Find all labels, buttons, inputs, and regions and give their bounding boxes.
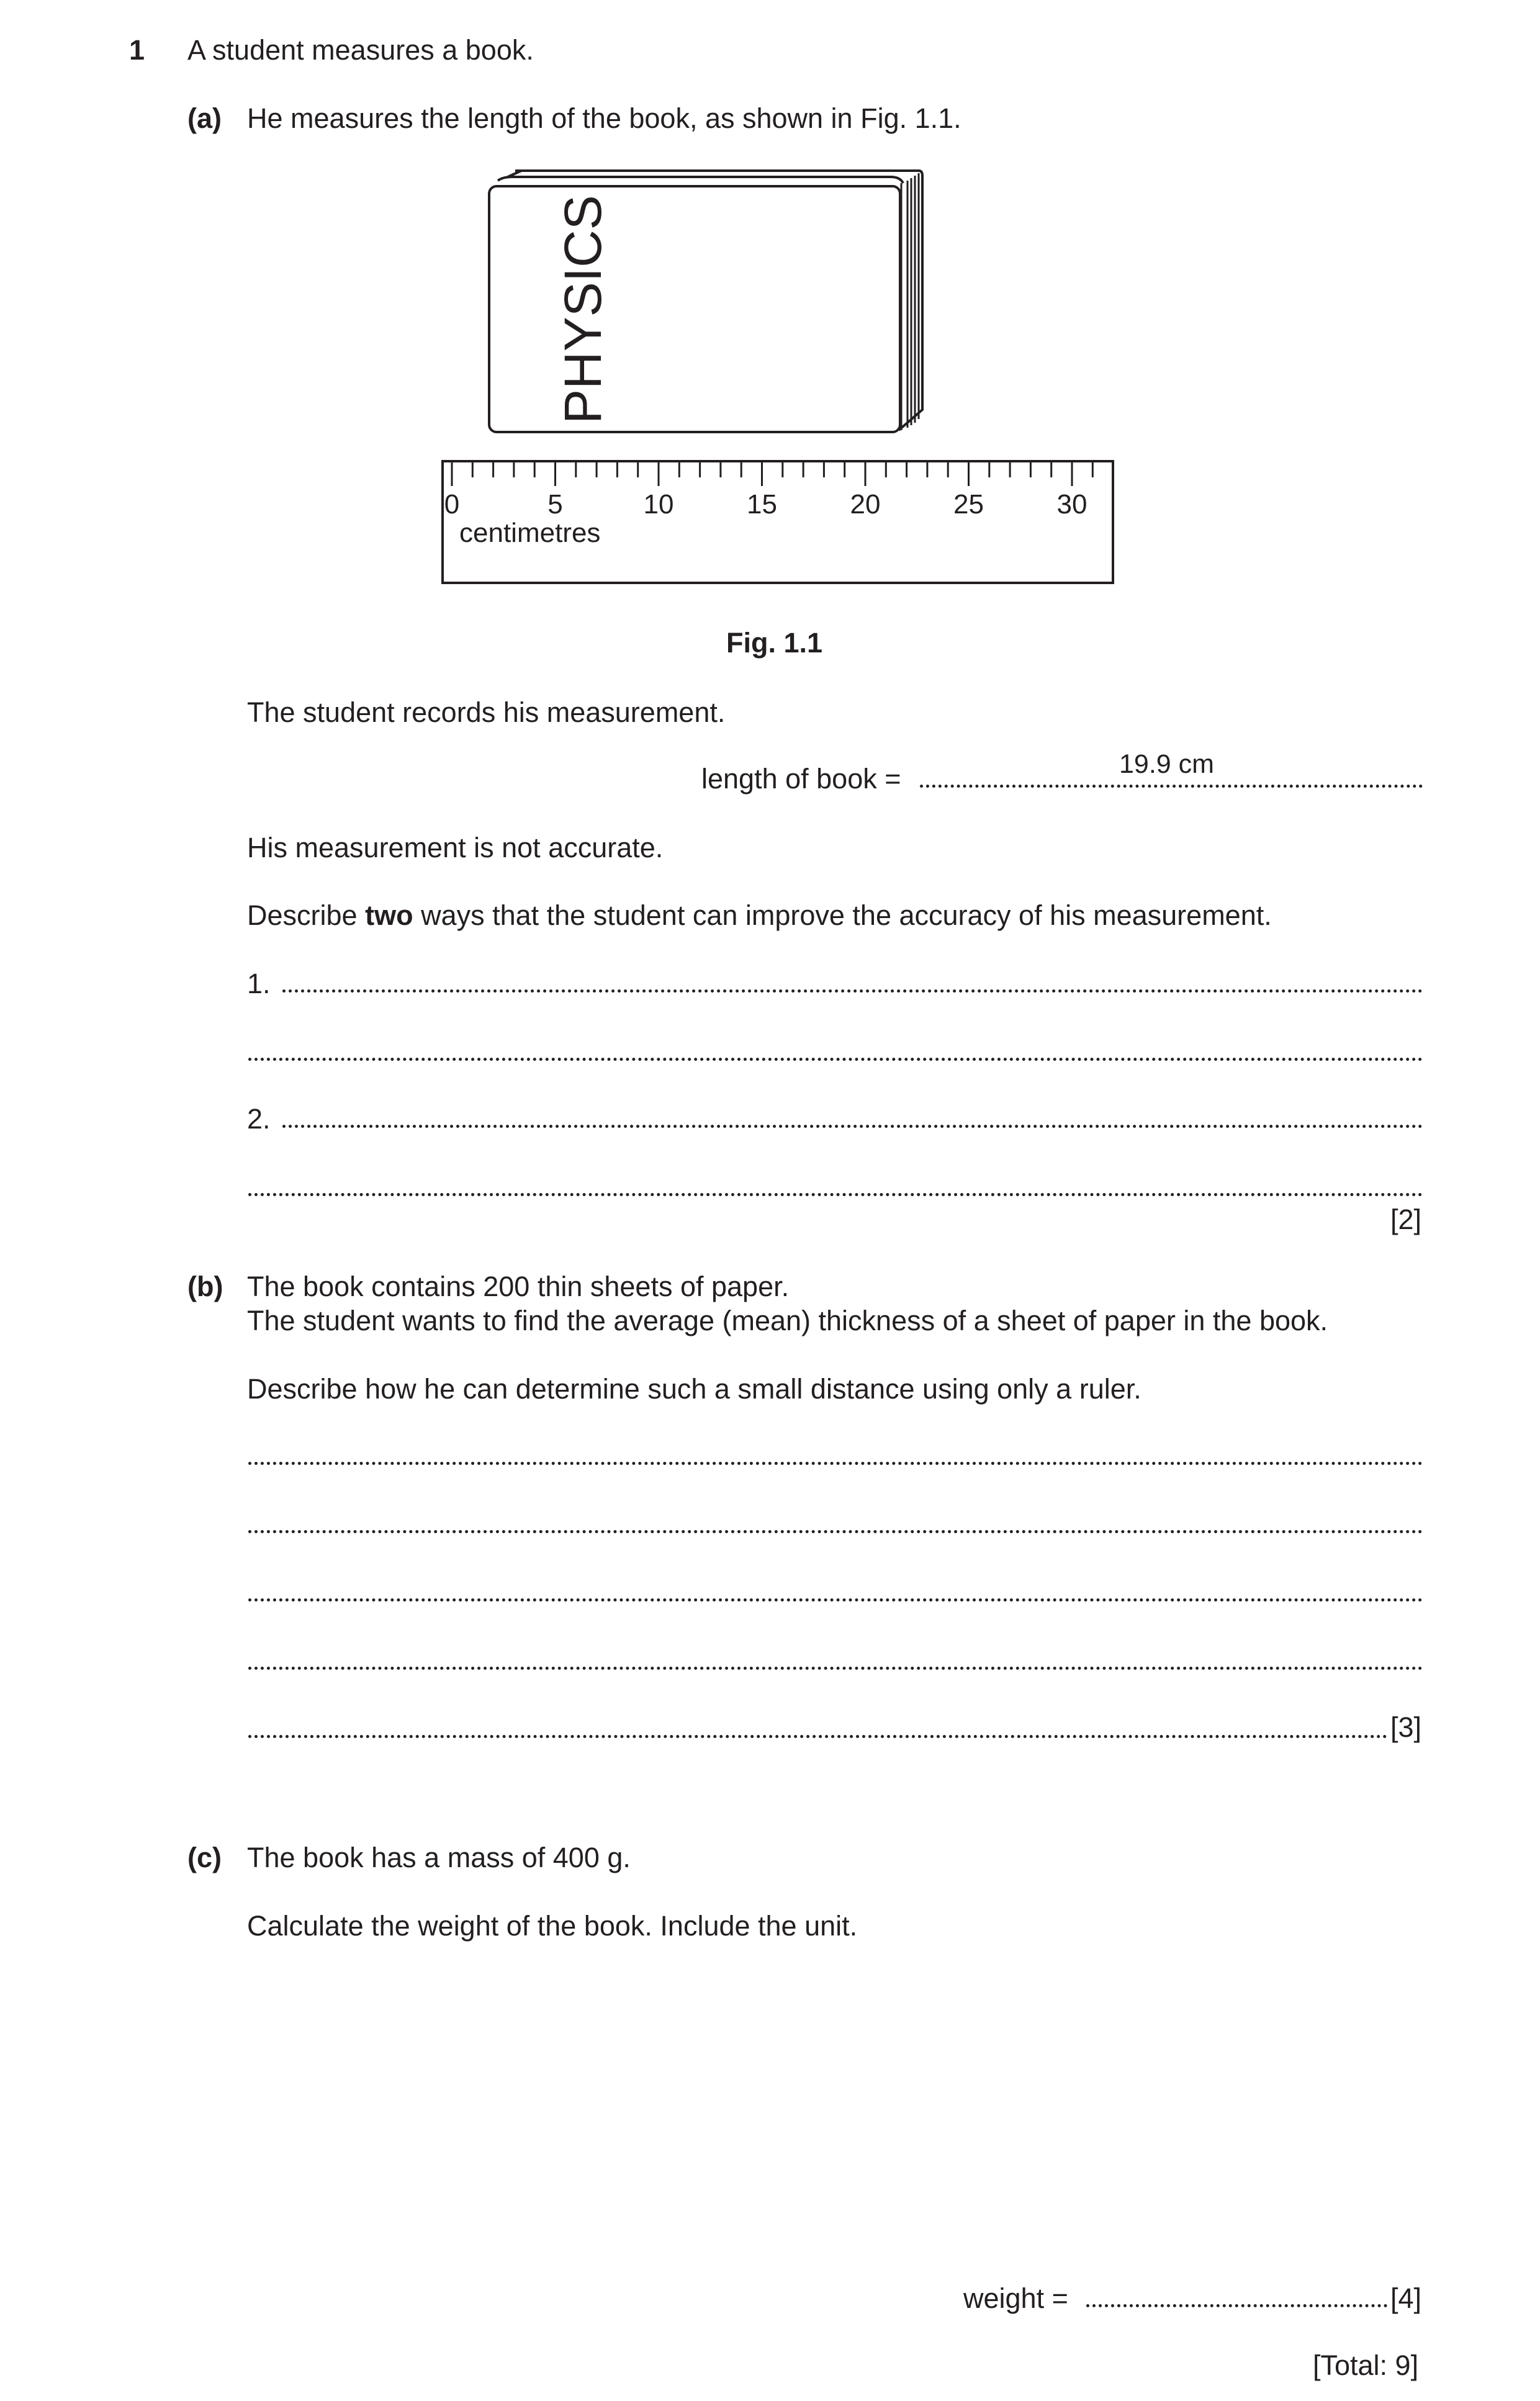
ruler-scale-label: 5 bbox=[547, 489, 563, 520]
part-c-prompt: Calculate the weight of the book. Include the unit. bbox=[247, 1910, 858, 1942]
ruler-unit: centimetres bbox=[459, 518, 601, 548]
answer-line-b5[interactable] bbox=[248, 1735, 1387, 1738]
figure-caption: Fig. 1.1 bbox=[726, 627, 823, 659]
part-a-label: (a) bbox=[187, 102, 222, 134]
ruler-scale-label: 20 bbox=[850, 489, 881, 520]
weight-answer-line[interactable] bbox=[1086, 2304, 1387, 2307]
describe-bold: two bbox=[365, 899, 413, 931]
length-label: length of book = bbox=[701, 763, 901, 795]
ruler-scale-label: 15 bbox=[747, 489, 777, 520]
answer-line-a4[interactable] bbox=[248, 1193, 1423, 1196]
question-stem: A student measures a book. bbox=[187, 34, 534, 66]
answer-item-1-label: 1. bbox=[247, 968, 271, 999]
describe-suffix: ways that the student can improve the accuracy of his measurement. bbox=[413, 899, 1272, 931]
answer-line-a3[interactable] bbox=[282, 1125, 1423, 1128]
ruler-scale-label: 10 bbox=[643, 489, 674, 520]
part-a-marks: [2] bbox=[1390, 1204, 1422, 1235]
book-and-ruler-figure bbox=[428, 158, 1123, 593]
book-title: PHYSICS bbox=[554, 195, 612, 424]
answer-line-b3[interactable] bbox=[248, 1598, 1423, 1601]
part-c-marks: [4] bbox=[1390, 2282, 1422, 2314]
part-b-line1: The book contains 200 thin sheets of paper. bbox=[247, 1271, 790, 1302]
ruler-scale-label: 30 bbox=[1056, 489, 1087, 520]
total-marks: [Total: 9] bbox=[1313, 2349, 1419, 2381]
describe-instruction bbox=[247, 901, 1272, 929]
part-c-label: (c) bbox=[187, 1842, 222, 1873]
answer-line-b1[interactable] bbox=[248, 1462, 1423, 1465]
part-b-line2: The student wants to find the average (mean) thickness of a sheet of paper in the book. bbox=[247, 1305, 1328, 1336]
answer-line-b2[interactable] bbox=[248, 1530, 1423, 1533]
weight-label: weight = bbox=[963, 2282, 1068, 2314]
records-text: The student records his measurement. bbox=[247, 696, 726, 728]
length-answer-line[interactable] bbox=[920, 785, 1423, 788]
answer-line-a2[interactable] bbox=[248, 1058, 1423, 1061]
ruler bbox=[443, 461, 1113, 583]
describe-prefix: Describe bbox=[247, 899, 366, 931]
length-answer: 19.9 cm bbox=[1119, 749, 1214, 779]
answer-item-2-label: 2. bbox=[247, 1103, 271, 1135]
answer-line-b4[interactable] bbox=[248, 1667, 1423, 1670]
not-accurate-text: His measurement is not accurate. bbox=[247, 832, 664, 863]
part-b-marks: [3] bbox=[1390, 1711, 1422, 1743]
part-b-label: (b) bbox=[187, 1271, 223, 1302]
question-number: 1 bbox=[129, 34, 145, 66]
part-c-line1: The book has a mass of 400 g. bbox=[247, 1842, 631, 1873]
ruler-scale-label: 0 bbox=[444, 489, 460, 520]
answer-line-a1[interactable] bbox=[282, 989, 1423, 993]
part-a-intro: He measures the length of the book, as shown in Fig. 1.1. bbox=[247, 102, 961, 134]
ruler-scale-label: 25 bbox=[953, 489, 984, 520]
part-b-prompt: Describe how he can determine such a small distance using only a ruler. bbox=[247, 1373, 1141, 1405]
